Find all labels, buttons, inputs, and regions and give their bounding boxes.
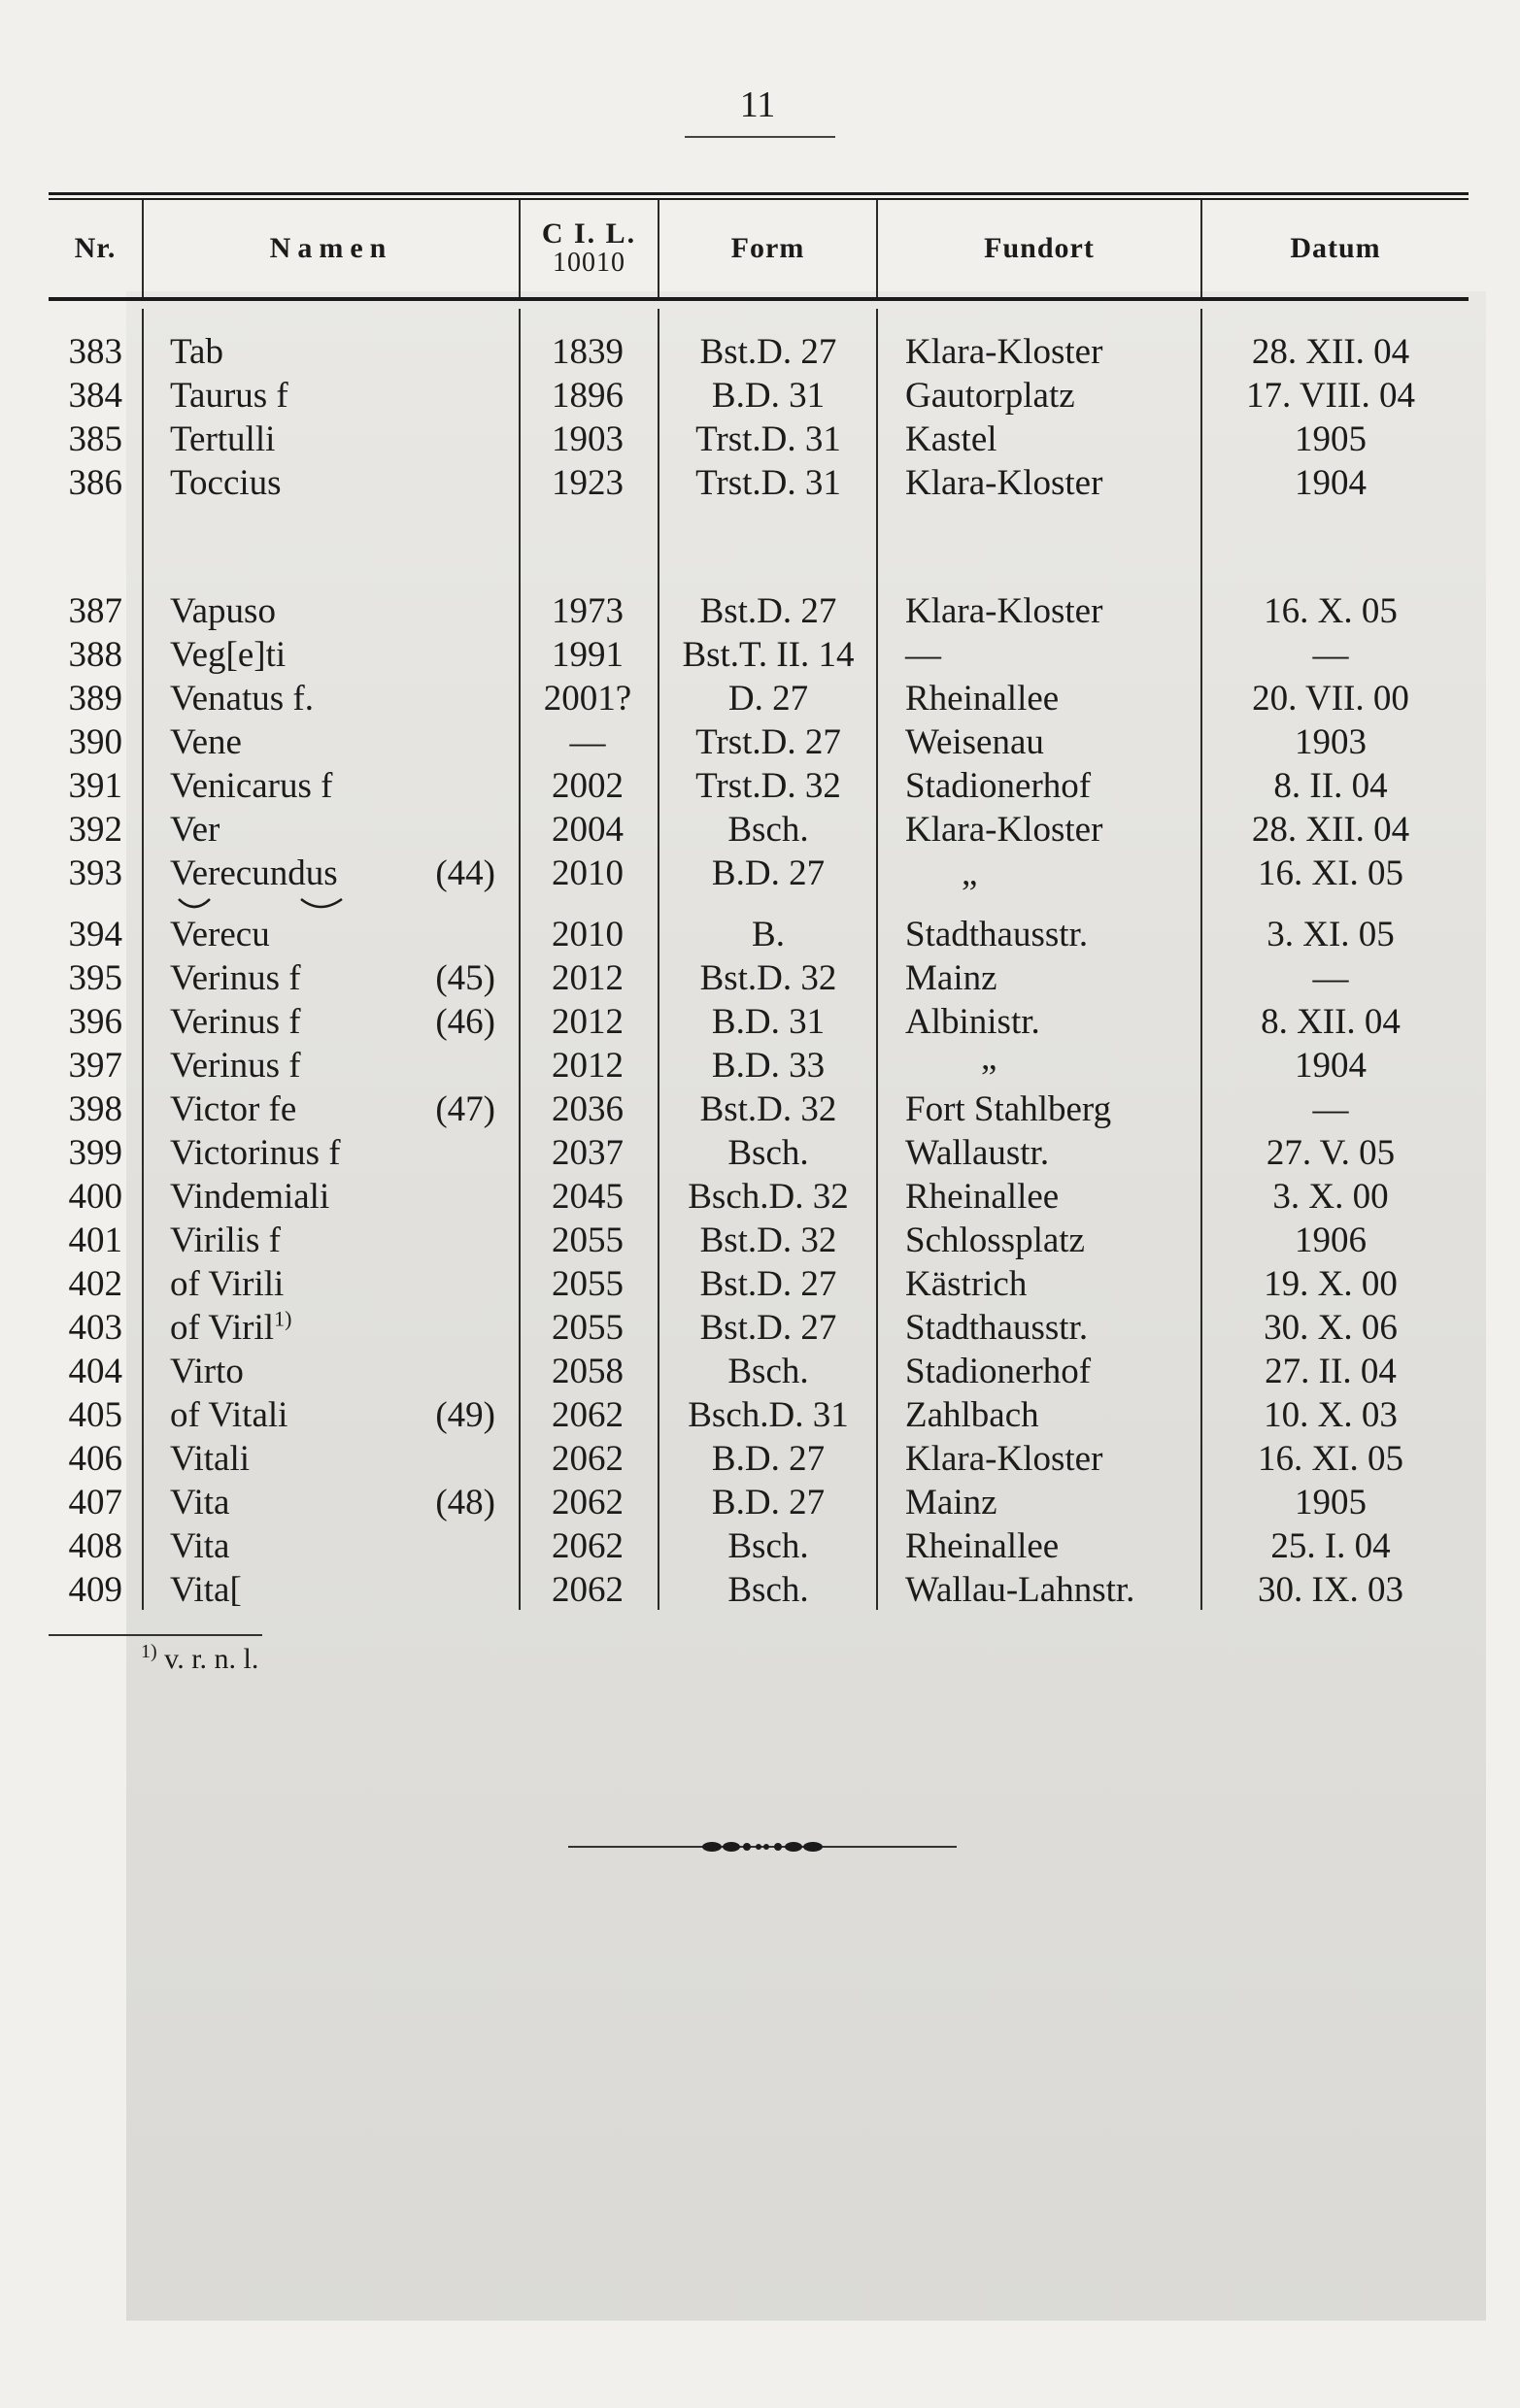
cell-cil: 2002	[552, 766, 624, 806]
cell-datum: 16. XI. 05	[1257, 1439, 1404, 1479]
table-row	[0, 1219, 1520, 1263]
cell-fundort: Klara-Kloster	[905, 810, 1103, 850]
cell-nr: 397	[68, 1046, 122, 1086]
cell-nr: 390	[68, 722, 122, 762]
cell-nr: 389	[68, 679, 122, 719]
cell-datum: 1904	[1295, 1046, 1367, 1086]
cell-datum: 3. X. 00	[1272, 1177, 1389, 1217]
ligature-arc	[301, 899, 342, 907]
footnote-text: v. r. n. l.	[164, 1643, 259, 1675]
cell-reference: (47)	[435, 1089, 495, 1129]
cell-cil: 2010	[552, 853, 624, 893]
cell-fundort: Rheinallee	[905, 1177, 1060, 1217]
cell-form: Trst.D. 31	[695, 419, 841, 459]
table-row	[0, 1000, 1520, 1045]
page-number: 11	[739, 84, 776, 125]
cell-datum: 8. II. 04	[1273, 766, 1388, 806]
cell-form: Bst.D. 32	[699, 958, 837, 998]
cell-cil: 1991	[552, 635, 624, 675]
cell-name: Verecu	[170, 915, 270, 954]
cell-cil: 2004	[552, 810, 624, 850]
table-row	[0, 808, 1520, 853]
header-cil-line2: 10010	[553, 248, 625, 278]
cell-form: Bst.D. 32	[699, 1221, 837, 1260]
footnote-reference: 1)	[274, 1306, 292, 1331]
cell-cil: 1923	[552, 463, 624, 503]
header-nr: Nr.	[74, 232, 117, 264]
cell-name: of Virili	[170, 1264, 285, 1304]
cell-nr: 391	[68, 766, 122, 806]
cell-datum: 3. XI. 05	[1267, 915, 1395, 954]
cell-cil: 2012	[552, 1046, 624, 1086]
cell-fundort: Gautorplatz	[905, 376, 1075, 416]
cell-datum: 1905	[1295, 1483, 1367, 1522]
cell-fundort: „	[962, 853, 978, 893]
cell-datum: 8. XII. 04	[1261, 1002, 1401, 1042]
header-top-rule	[49, 192, 1469, 195]
cell-form: Bst.D. 27	[699, 1308, 837, 1348]
cell-fundort: Fort Stahlberg	[905, 1089, 1112, 1129]
cell-name: Toccius	[170, 463, 282, 503]
table-row	[0, 764, 1520, 809]
cell-nr: 408	[68, 1526, 122, 1566]
cell-name: Vita	[170, 1483, 230, 1522]
table-row	[0, 1038, 1520, 1088]
cell-fundort: Stadthausstr.	[905, 915, 1089, 954]
cell-cil: 1973	[552, 591, 624, 631]
cell-fundort: Wallau-Lahnstr.	[905, 1570, 1135, 1610]
header-fundort: Fundort	[984, 232, 1095, 264]
cell-fundort: Zahlbach	[905, 1395, 1039, 1435]
cell-form: Bsch.D. 32	[688, 1177, 849, 1217]
cell-name: Vitali	[170, 1439, 251, 1479]
cell-fundort: Weisenau	[905, 722, 1044, 762]
cell-form: Bst.D. 27	[699, 1264, 837, 1304]
cell-datum: 28. XII. 04	[1251, 332, 1410, 372]
cell-nr: 396	[68, 1002, 122, 1042]
table-row	[0, 852, 1520, 896]
cell-form: B.D. 33	[711, 1046, 826, 1086]
cell-cil: 2012	[552, 958, 624, 998]
cell-datum: 30. X. 06	[1264, 1308, 1398, 1348]
cell-nr: 395	[68, 958, 122, 998]
cell-cil: 1839	[552, 332, 624, 372]
cell-nr: 383	[68, 332, 122, 372]
cell-cil: 1896	[552, 376, 624, 416]
cell-form: Trst.D. 27	[695, 722, 841, 762]
cell-cil: 2062	[552, 1483, 624, 1522]
cell-nr: 409	[68, 1570, 122, 1610]
table-row	[0, 720, 1520, 765]
cell-datum: —	[1312, 1089, 1349, 1129]
cell-datum: 10. X. 03	[1264, 1395, 1398, 1435]
table-row	[0, 677, 1520, 721]
cell-form: Trst.D. 32	[695, 766, 841, 806]
cell-form: B.D. 31	[711, 376, 826, 416]
cell-cil: 2058	[552, 1352, 624, 1391]
cell-cil: 2037	[552, 1133, 624, 1173]
table-row	[0, 1131, 1520, 1176]
cell-form: B.D. 31	[711, 1002, 826, 1042]
cell-datum: 30. IX. 03	[1257, 1570, 1404, 1610]
table-row	[0, 589, 1520, 634]
cell-fundort: Klara-Kloster	[905, 1439, 1103, 1479]
cell-name: Ver	[170, 810, 220, 850]
table-row	[0, 956, 1520, 1001]
cell-nr: 387	[68, 591, 122, 631]
cell-datum: 25. I. 04	[1270, 1526, 1391, 1566]
cell-nr: 398	[68, 1089, 122, 1129]
table-row	[0, 913, 1520, 957]
cell-cil: 2036	[552, 1089, 624, 1129]
cell-cil: 2055	[552, 1308, 624, 1348]
cell-nr: 392	[68, 810, 122, 850]
cell-cil: 2062	[552, 1395, 624, 1435]
cell-cil: 2045	[552, 1177, 624, 1217]
ornament-divider	[568, 1827, 957, 1866]
cell-form: B.D. 27	[711, 1483, 826, 1522]
cell-form: Bst.T. II. 14	[682, 635, 855, 675]
cell-fundort: Klara-Kloster	[905, 591, 1103, 631]
cell-fundort: Kastel	[905, 419, 997, 459]
cell-datum: 28. XII. 04	[1251, 810, 1410, 850]
cell-datum: 16. X. 05	[1264, 591, 1398, 631]
cell-nr: 388	[68, 635, 122, 675]
cell-fundort: Stadionerhof	[905, 766, 1092, 806]
header-cil-line1: C I. L.	[541, 217, 637, 250]
cell-form: B.D. 27	[711, 853, 826, 893]
cell-nr: 386	[68, 463, 122, 503]
cell-cil: 2012	[552, 1002, 624, 1042]
cell-datum: 1906	[1295, 1221, 1367, 1260]
table-row	[0, 1262, 1520, 1307]
cell-cil: 2010	[552, 915, 624, 954]
cell-fundort: „	[981, 1038, 997, 1078]
cell-cil: 2062	[552, 1526, 624, 1566]
cell-cil: 1903	[552, 419, 624, 459]
cell-name: Tertulli	[170, 419, 276, 459]
cell-form: Bst.D. 27	[699, 332, 837, 372]
cell-reference: (48)	[435, 1483, 495, 1522]
cell-datum: 27. II. 04	[1265, 1352, 1397, 1391]
cell-nr: 403	[68, 1308, 122, 1348]
cell-nr: 401	[68, 1221, 122, 1260]
ligature-arc	[179, 899, 210, 907]
cell-datum: 16. XI. 05	[1257, 853, 1404, 893]
cell-form: Bsch.	[727, 1133, 809, 1173]
cell-datum: 17. VIII. 04	[1245, 376, 1415, 416]
cell-fundort: Stadionerhof	[905, 1352, 1092, 1391]
cell-cil: —	[569, 722, 606, 762]
cell-datum: 19. X. 00	[1264, 1264, 1398, 1304]
cell-name: Vapuso	[170, 591, 276, 631]
cell-name: Virilis f	[170, 1221, 281, 1260]
table-row	[0, 1481, 1520, 1525]
cell-form: Trst.D. 31	[695, 463, 841, 503]
cell-fundort: Stadthausstr.	[905, 1308, 1089, 1348]
cell-nr: 400	[68, 1177, 122, 1217]
cell-fundort: Kästrich	[905, 1264, 1028, 1304]
cell-name: Vita[	[170, 1570, 242, 1610]
cell-datum: 1904	[1295, 463, 1367, 503]
cell-datum: —	[1312, 635, 1349, 675]
cell-name: Victor fe	[170, 1089, 297, 1129]
table-row	[0, 1437, 1520, 1482]
cell-name: Vindemiali	[170, 1177, 330, 1217]
cell-form: B.	[752, 915, 785, 954]
footnote	[141, 1641, 258, 1676]
header-form: Form	[730, 232, 805, 264]
cell-form: Bst.D. 32	[699, 1089, 837, 1129]
cell-fundort: Klara-Kloster	[905, 332, 1103, 372]
header-datum: Datum	[1290, 232, 1381, 264]
cell-cil: 2055	[552, 1221, 624, 1260]
footnote-marker: 1)	[141, 1641, 157, 1662]
cell-fundort: Schlossplatz	[905, 1221, 1085, 1260]
cell-nr: 402	[68, 1264, 122, 1304]
cell-nr: 393	[68, 853, 122, 893]
table-row	[0, 1306, 1520, 1351]
cell-name: Veg[e]ti	[170, 635, 287, 675]
cell-name: Vita	[170, 1526, 230, 1566]
cell-fundort: Mainz	[905, 1483, 997, 1522]
table-row	[0, 1568, 1520, 1613]
cell-form: D. 27	[727, 679, 809, 719]
cell-name: Vene	[170, 722, 242, 762]
table-row	[0, 374, 1520, 418]
cell-nr: 404	[68, 1352, 122, 1391]
cell-cil: 2062	[552, 1439, 624, 1479]
cell-reference: (44)	[435, 853, 495, 893]
cell-nr: 406	[68, 1439, 122, 1479]
cell-fundort: —	[905, 635, 941, 675]
cell-fundort: Rheinallee	[905, 679, 1060, 719]
cell-form: Bst.D. 27	[699, 591, 837, 631]
cell-name: Venicarus f	[170, 766, 333, 806]
cell-name: Venatus f.	[170, 679, 314, 719]
cell-nr: 384	[68, 376, 122, 416]
cell-name: Virto	[170, 1352, 244, 1391]
cell-name	[170, 1306, 291, 1351]
cell-nr: 405	[68, 1395, 122, 1435]
cell-cil: 2055	[552, 1264, 624, 1304]
table-row	[0, 633, 1520, 678]
cell-name: Verecundus	[170, 853, 338, 893]
cell-fundort: Wallaustr.	[905, 1133, 1050, 1173]
cell-reference: (49)	[435, 1395, 495, 1435]
cell-fundort: Mainz	[905, 958, 997, 998]
cell-reference: (45)	[435, 958, 495, 998]
cell-form: Bsch.	[727, 1570, 809, 1610]
page-number-rule	[685, 136, 835, 138]
cell-name: of Vitali	[170, 1395, 288, 1435]
cell-nr: 394	[68, 915, 122, 954]
header-bottom-rule	[49, 297, 1469, 301]
cell-datum: 1905	[1295, 419, 1367, 459]
table-row	[0, 1087, 1520, 1132]
table-row	[0, 1524, 1520, 1569]
cell-form: B.D. 27	[711, 1439, 826, 1479]
cell-fundort: Albinistr.	[905, 1002, 1040, 1042]
table-row	[0, 461, 1520, 506]
cell-datum: 20. VII. 00	[1252, 679, 1409, 719]
cell-cil: 2062	[552, 1570, 624, 1610]
cell-reference: (46)	[435, 1002, 495, 1042]
cell-form: Bsch.D. 31	[688, 1395, 849, 1435]
cell-name-text: of Viril	[170, 1308, 275, 1348]
header-namen: Namen	[269, 232, 393, 264]
table-row	[0, 1393, 1520, 1438]
cell-name: Tab	[170, 332, 223, 372]
cell-name: Victorinus f	[170, 1133, 341, 1173]
cell-form: Bsch.	[727, 1352, 809, 1391]
cell-datum: 27. V. 05	[1266, 1133, 1396, 1173]
table-row	[0, 418, 1520, 462]
cell-datum: —	[1312, 958, 1349, 998]
cell-name: Verinus f	[170, 1046, 301, 1086]
cell-nr: 407	[68, 1483, 122, 1522]
header-cil	[521, 200, 658, 297]
cell-name: Taurus f	[170, 376, 288, 416]
cell-form: Bsch.	[727, 1526, 809, 1566]
table-row	[0, 330, 1520, 375]
cell-nr: 399	[68, 1133, 122, 1173]
footnote-rule	[49, 1634, 262, 1636]
cell-datum: 1903	[1295, 722, 1367, 762]
cell-nr: 385	[68, 419, 122, 459]
cell-fundort: Rheinallee	[905, 1526, 1060, 1566]
cell-cil: 2001?	[543, 679, 632, 719]
cell-fundort: Klara-Kloster	[905, 463, 1103, 503]
table-row	[0, 1175, 1520, 1220]
cell-name: Verinus f	[170, 1002, 301, 1042]
cell-name: Verinus f	[170, 958, 301, 998]
table-row	[0, 1350, 1520, 1394]
cell-form: Bsch.	[727, 810, 809, 850]
